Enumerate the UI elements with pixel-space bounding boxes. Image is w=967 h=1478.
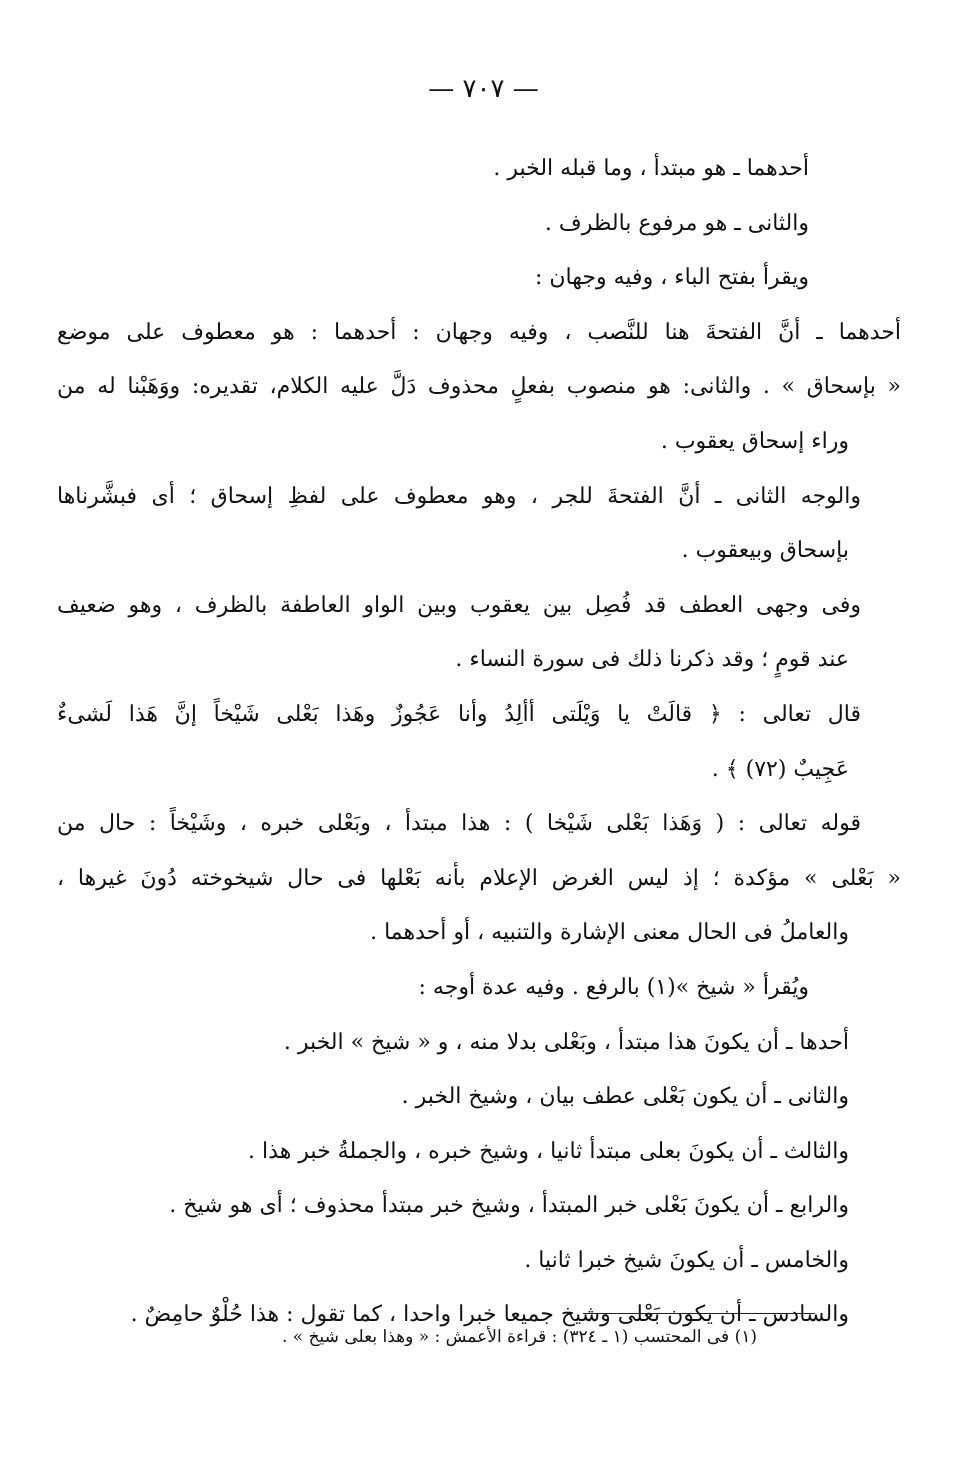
quran-verse-line: عَجِيبٌ (٧٢) ﴾ . — [711, 756, 849, 782]
text-line: والثانى ـ أن يكون بَعْلى عطف بيان ، وشيخ الخبر . — [401, 1084, 849, 1110]
text-line: والسادس ـ أن يكون بَعْلى وشيخ جميعا خبرا واحدا ، كما تقول : هذا حُلْوٌ حامِضٌ . — [130, 1302, 849, 1328]
footnote: (١) فى المحتسب (١ ـ ٣٢٤) : قراءة الأعمش : « وهذا بعلى شيخ » . — [281, 1327, 757, 1347]
text-line: أحدهما ـ هو مبتدأ ، وما قبله الخبر . — [493, 156, 809, 181]
text-line: والخامس ـ أن يكونَ شيخ خبرا ثانيا . — [524, 1247, 849, 1273]
text-line: بإسحاق وبيعقوب . — [681, 538, 849, 564]
text-line: والوجه الثانى ـ أنَّ الفتحةَ للجر ، وهو معطوف على لفظِ إسحاق ؛ أى فبشَّرناها — [57, 483, 861, 509]
text-line: أحدهما ـ أنَّ الفتحةَ هنا للنَّصب ، وفيه وجهان : أحدهما : هو معطوف على موضع — [57, 319, 901, 345]
text-line: وراء إسحاق يعقوب . — [660, 428, 849, 454]
text-line: والثانى ـ هو مرفوع بالظرف . — [544, 210, 809, 236]
text-line: ويقرأ بفتح الباء ، وفيه وجهان : — [535, 265, 809, 291]
body-text — [57, 142, 901, 1343]
text-line: والثالث ـ أن يكونَ بعلى مبتدأ ثانيا ، وشيخ خبره ، والجملةُ خبر هذا . — [248, 1138, 849, 1164]
text-line: وفى وجهى العطف قد فُصِل بين يعقوب وبين الواو العاطفة بالظرف ، وهو ضعيف — [57, 592, 861, 618]
text-line: ويُقرأ « شيخ »(١) بالرفع . وفيه عدة أوجه : — [418, 974, 809, 1000]
footnote-divider — [583, 1313, 815, 1314]
quran-verse-line: قال تعالى : ﴿ قالَتْ يا وَيْلَتى أألِدُ وأنا عَجُوزٌ وهَذا بَعْلى شَيْخاً إنَّ هَذا لَشىءٌ — [57, 701, 861, 727]
text-line: قوله تعالى : ( وَهَذا بَعْلى شَيْخا ) : هذا مبتدأ ، وبَعْلى خبره ، وشَيْخاً : حال من — [57, 811, 861, 837]
text-line: « بإسحاق » . والثانى: هو منصوب بفعلٍ محذوف دَلَّ عليه الكلام، تقديره: ووَهَبْنا له من — [57, 374, 901, 400]
text-line: عند قومٍ ؛ وقد ذكرنا ذلك فى سورة النساء . — [455, 647, 849, 673]
page-number: — ٧٠٧ — — [428, 74, 539, 104]
text-line: أحدها ـ أن يكونَ هذا مبتدأ ، وبَعْلى بدلا منه ، و « شيخ » الخبر . — [283, 1029, 849, 1055]
text-line: والرابع ـ أن يكونَ بَعْلى خبر المبتدأ ، وشيخ خبر مبتدأ محذوف ؛ أى هو شيخ . — [169, 1193, 849, 1219]
text-line: والعاملُ فى الحال معنى الإشارة والتنبيه ، أو أحدهما . — [370, 920, 849, 946]
text-line: « بَعْلى » مؤكدة ؛ إذ ليس الغرض الإعلام بأنه بَعْلها فى حال شيخوخته دُونَ غيرها ، — [57, 865, 901, 891]
